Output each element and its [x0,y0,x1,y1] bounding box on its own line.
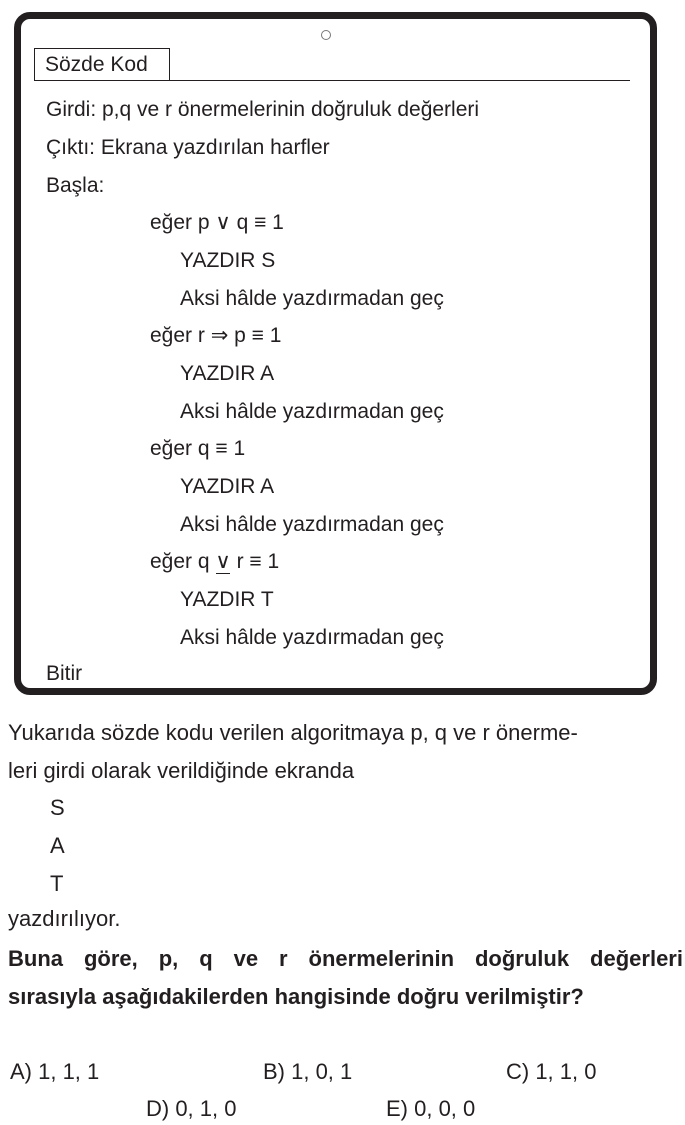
print-3: YAZDIR A [180,475,275,498]
output-a: A [50,833,65,858]
else-3: Aksi hâlde yazdırmadan geç [180,513,444,536]
option-c[interactable]: C) 1, 1, 0 [506,1059,597,1084]
else-1: Aksi hâlde yazdırmadan geç [180,287,444,310]
pseudocode-title: Sözde Kod [34,48,170,81]
xor-operator: ∨ [215,550,231,573]
print-2: YAZDIR A [180,362,275,385]
after-line: yazdırılıyor. [8,906,121,931]
option-d[interactable]: D) 0, 1, 0 [146,1096,237,1121]
option-a[interactable]: A) 1, 1, 1 [10,1059,100,1084]
option-e[interactable]: E) 0, 0, 0 [386,1096,476,1121]
title-divider [170,80,630,81]
condition-4-suffix: r ≡ 1 [230,550,280,573]
question-stem-2: sırasıyla aşağıdakilerden hangisinde doğru verilmiştir? [8,984,584,1009]
condition-4-prefix: eğer q [150,550,216,573]
condition-3: eğer q ≡ 1 [150,437,246,460]
output-s: S [50,795,65,820]
option-b[interactable]: B) 1, 0, 1 [263,1059,353,1084]
condition-1: eğer p ∨ q ≡ 1 [150,211,284,234]
else-4: Aksi hâlde yazdırmadan geç [180,626,444,649]
condition-2: eğer r ⇒ p ≡ 1 [150,324,282,347]
condition-4 [150,549,279,575]
end-line: Bitir [46,662,83,685]
print-4: YAZDIR T [180,588,274,611]
intro-line-2: leri girdi olarak verildiğinde ekranda [8,758,355,783]
output-t: T [50,871,64,896]
question-stem-1: Buna göre, p, q ve r önermelerinin doğruluk değerleri [8,946,683,971]
output-line: Çıktı: Ekrana yazdırılan harfler [46,136,330,159]
print-1: YAZDIR S [180,249,276,272]
start-line: Başla: [46,174,105,197]
else-2: Aksi hâlde yazdırmadan geç [180,400,444,423]
intro-line-1: Yukarıda sözde kodu verilen algoritmaya p, q ve r önerme- [8,720,578,745]
camera-dot [321,30,331,40]
input-line: Girdi: p,q ve r önermelerinin doğruluk değerleri [46,98,480,121]
